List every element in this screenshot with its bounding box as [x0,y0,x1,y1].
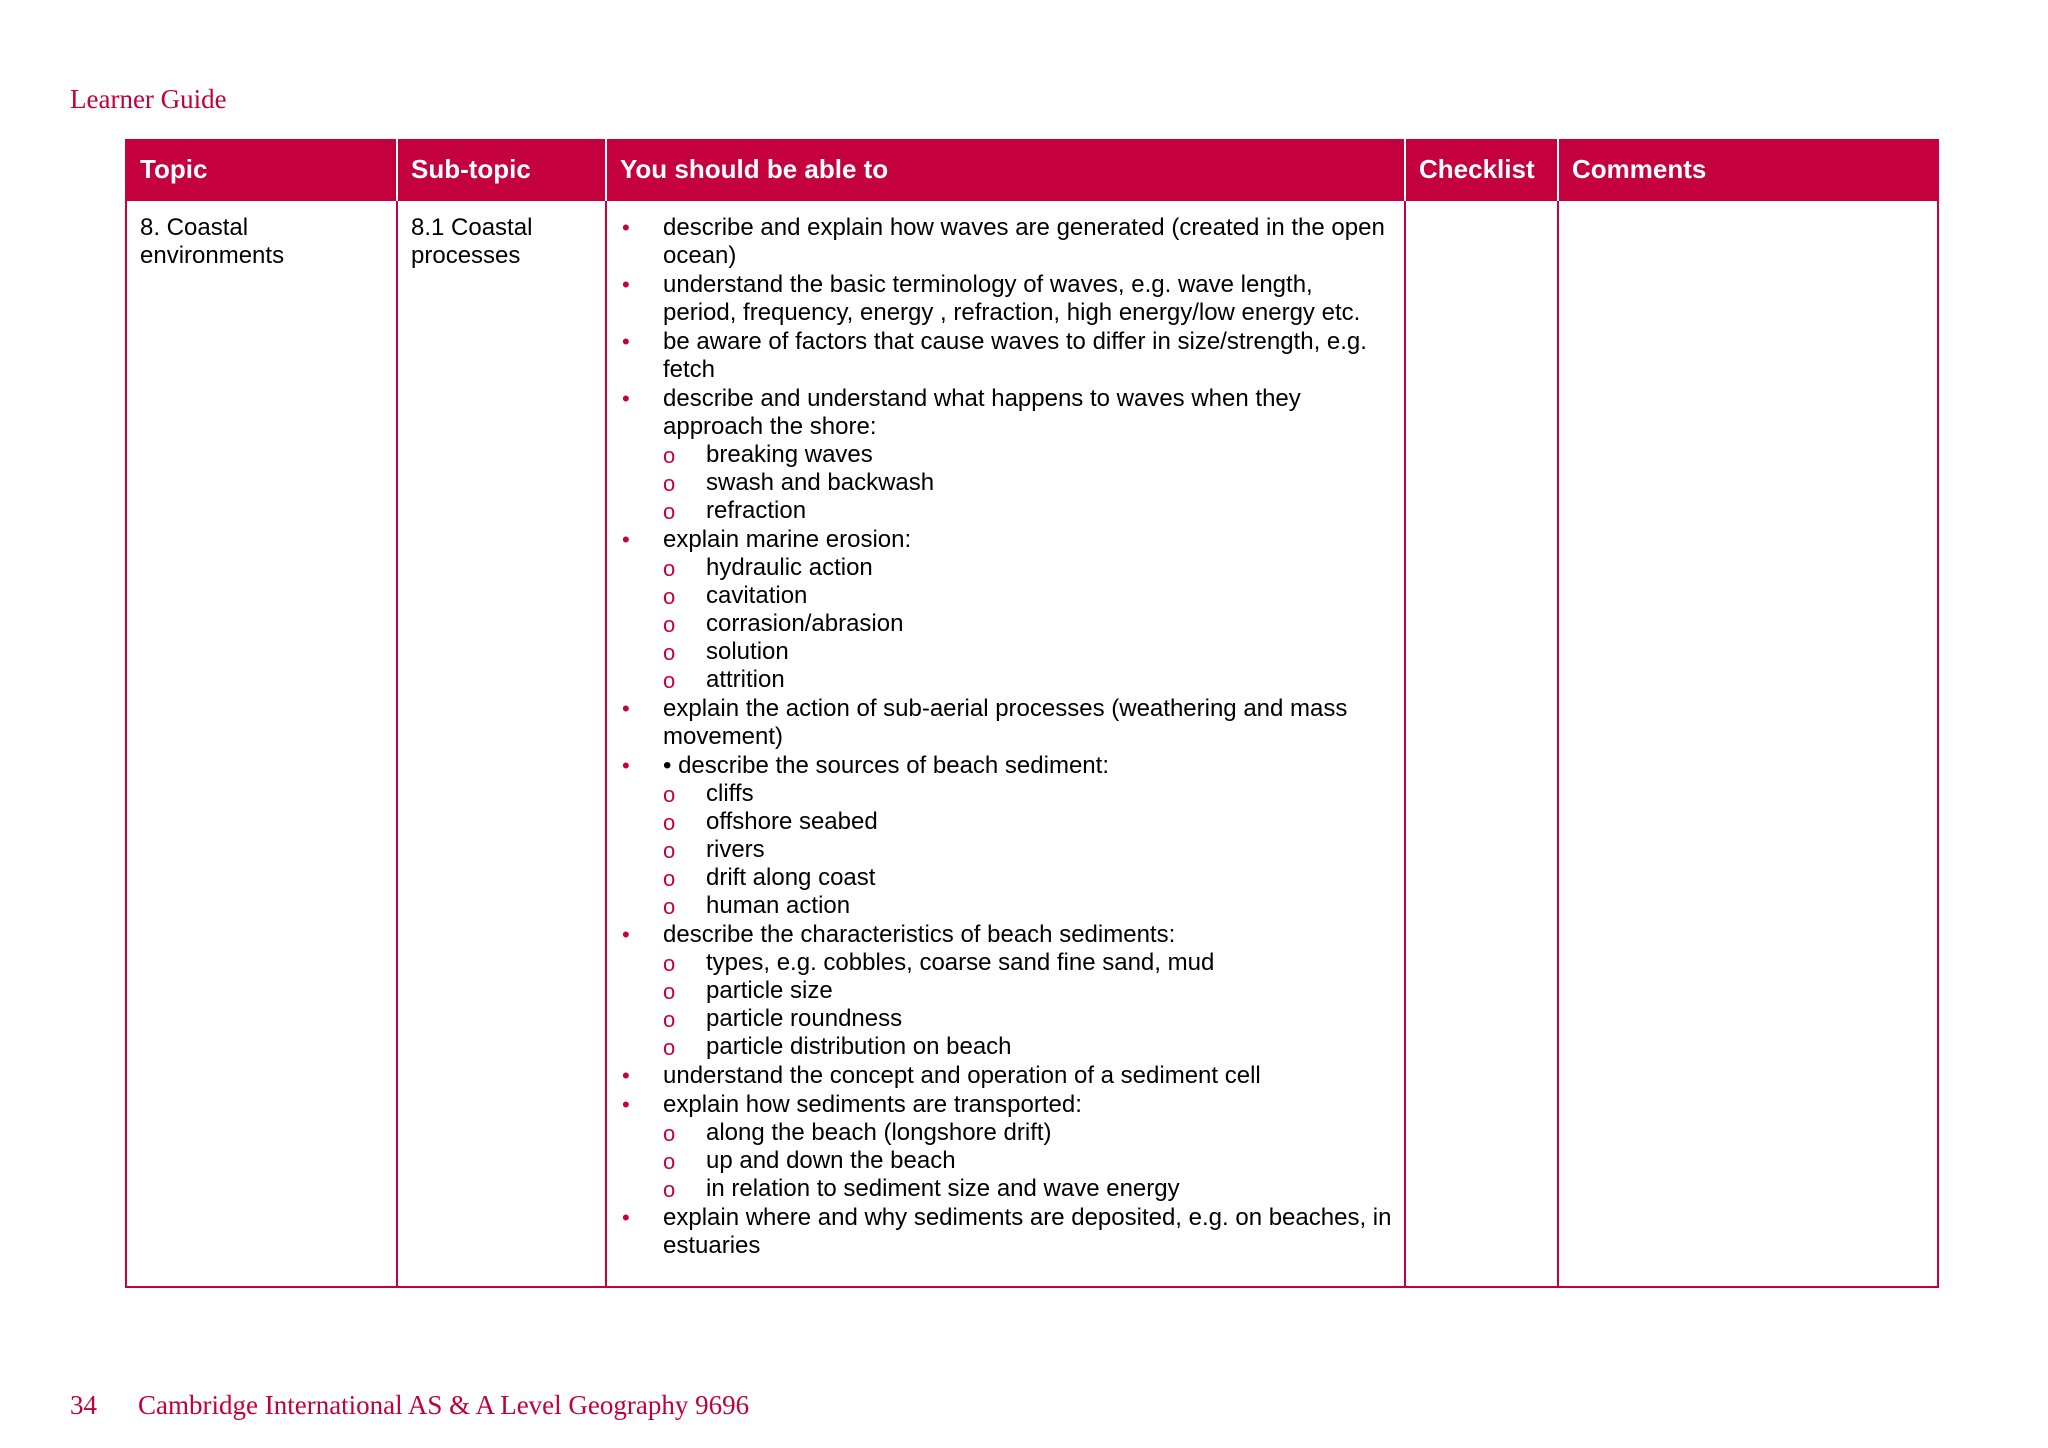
objective-subitem-text: refraction [706,497,807,524]
objective-subitem-text: rivers [706,836,765,863]
objective-text: explain where and why sediments are deposited, e.g. on beaches, in estuaries [663,1204,1392,1259]
circle-bullet-icon: o [663,1035,676,1060]
circle-bullet-icon: o [663,1121,676,1146]
objective-subitem [663,1175,1392,1203]
objective-item [620,214,1392,270]
objective-item [620,328,1392,384]
circle-bullet-icon: o [663,556,676,581]
circle-bullet-icon: o [663,1149,676,1174]
objective-subitem [663,1119,1392,1147]
checklist-cell [1405,200,1558,1287]
topic-cell: 8. Coastal environments [126,200,397,1287]
objective-subitem-text: offshore seabed [706,808,878,835]
objective-subitem [663,1147,1392,1175]
objective-item [620,1091,1392,1203]
objective-text: describe and explain how waves are generated (created in the open ocean) [663,214,1385,269]
objective-subitem-text: swash and backwash [706,469,935,496]
objective-subitem-text: particle roundness [706,1005,903,1032]
circle-bullet-icon: o [663,866,676,891]
objective-subitem-text: drift along coast [706,864,876,891]
bullet-icon: • [622,922,630,947]
objective-subitem [663,1005,1392,1033]
comments-cell [1558,200,1938,1287]
objective-text: explain how sediments are transported: [663,1091,1082,1118]
objective-text: be aware of factors that cause waves to differ in size/strength, e.g. fetch [663,328,1367,383]
objective-text: understand the concept and operation of a sediment cell [663,1062,1261,1089]
objective-subitem-text: breaking waves [706,441,873,468]
subtopic-cell: 8.1 Coastal processes [397,200,606,1287]
objective-text: explain the action of sub-aerial processes (weathering and mass movement) [663,695,1348,750]
objective-item [620,526,1392,694]
learner-guide-table [125,139,1939,1288]
column-header-comments: Comments [1558,139,1938,200]
bullet-icon: • [622,272,630,297]
objective-sublist [663,780,1392,920]
objective-subitem [663,554,1392,582]
circle-bullet-icon: o [663,894,676,919]
bullet-icon: • [622,1063,630,1088]
objectives-cell [606,200,1405,1287]
objective-subitem [663,1033,1392,1061]
objective-subitem-text: along the beach (longshore drift) [706,1119,1052,1146]
objective-subitem [663,864,1392,892]
column-header-subtopic: Sub-topic [397,139,606,200]
objective-subitem-text: in relation to sediment size and wave energy [706,1175,1180,1202]
objective-subitem [663,441,1392,469]
objective-text: • describe the sources of beach sediment: [663,752,1109,779]
objective-subitem [663,610,1392,638]
objective-text: describe the characteristics of beach sediments: [663,921,1176,948]
table-header-row [126,139,1938,200]
circle-bullet-icon: o [663,640,676,665]
circle-bullet-icon: o [663,443,676,468]
objective-subitem-text: particle distribution on beach [706,1033,1012,1060]
objective-subitem-text: hydraulic action [706,554,873,581]
objective-subitem-text: corrasion/abrasion [706,610,904,637]
circle-bullet-icon: o [663,499,676,524]
objective-subitem [663,469,1392,497]
objective-subitem [663,949,1392,977]
objective-item [620,271,1392,327]
objective-subitem [663,836,1392,864]
objective-subitem-text: cavitation [706,582,808,609]
circle-bullet-icon: o [663,1007,676,1032]
column-header-objectives: You should be able to [606,139,1405,200]
objective-subitem-text: attrition [706,666,785,693]
objective-item [620,385,1392,525]
circle-bullet-icon: o [663,979,676,1004]
objective-subitem [663,780,1392,808]
circle-bullet-icon: o [663,668,676,693]
circle-bullet-icon: o [663,951,676,976]
bullet-icon: • [622,215,630,240]
objective-subitem [663,892,1392,920]
objective-text: understand the basic terminology of waves, e.g. wave length, period, frequency, energy , refraction, high energy/low energy etc. [663,271,1361,326]
circle-bullet-icon: o [663,471,676,496]
circle-bullet-icon: o [663,1177,676,1202]
objective-subitem-text: up and down the beach [706,1147,956,1174]
circle-bullet-icon: o [663,584,676,609]
objective-text: explain marine erosion: [663,526,912,553]
circle-bullet-icon: o [663,838,676,863]
bullet-icon: • [622,527,630,552]
bullet-icon: • [622,696,630,721]
objective-subitem-text: types, e.g. cobbles, coarse sand fine sand, mud [706,949,1215,976]
objectives-list [620,214,1392,1260]
circle-bullet-icon: o [663,782,676,807]
objective-subitem [663,497,1392,525]
objective-subitem [663,666,1392,694]
bullet-icon: • [622,1092,630,1117]
objective-subitem-text: solution [706,638,789,665]
objective-item [620,695,1392,751]
page-footer [70,1390,749,1421]
objective-sublist [663,949,1392,1061]
objective-item [620,921,1392,1061]
circle-bullet-icon: o [663,612,676,637]
column-header-checklist: Checklist [1405,139,1558,200]
objective-item [620,1062,1392,1090]
objective-sublist [663,1119,1392,1203]
objective-subitem-text: human action [706,892,851,919]
column-header-topic: Topic [126,139,397,200]
publication-title: Cambridge International AS & A Level Geography 9696 [138,1390,750,1420]
objective-subitem [663,808,1392,836]
objective-sublist [663,441,1392,525]
bullet-icon: • [622,753,630,778]
bullet-icon: • [622,386,630,411]
bullet-icon: • [622,329,630,354]
objective-subitem [663,977,1392,1005]
objective-subitem-text: particle size [706,977,833,1004]
objective-subitem-text: cliffs [706,780,754,807]
bullet-icon: • [622,1205,630,1230]
page-number: 34 [70,1390,97,1420]
table-row [126,200,1938,1287]
circle-bullet-icon: o [663,810,676,835]
objective-subitem [663,582,1392,610]
objective-item [620,752,1392,920]
objective-sublist [663,554,1392,694]
running-title: Learner Guide [70,84,227,114]
objective-text: describe and understand what happens to waves when they approach the shore: [663,385,1301,440]
objective-item [620,1204,1392,1260]
objective-subitem [663,638,1392,666]
